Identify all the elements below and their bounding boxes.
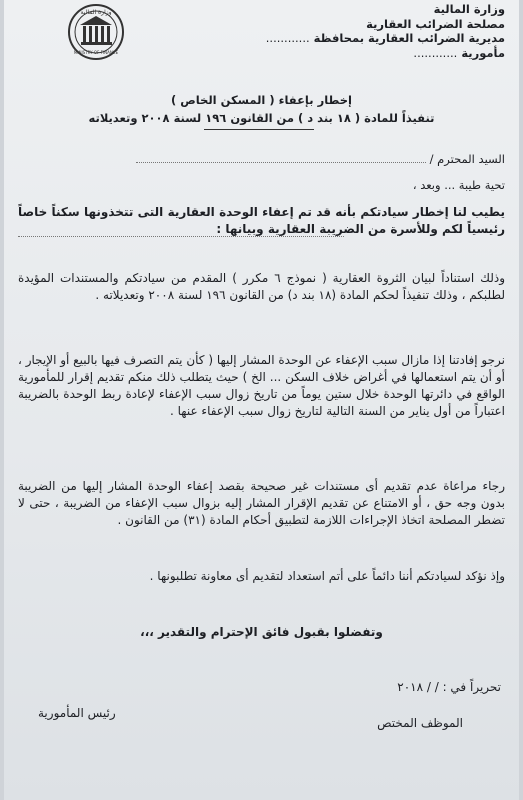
employee-signature-label: الموظف المختص: [377, 716, 463, 730]
ministry-of-finance-logo: [66, 2, 126, 72]
ministry-name: وزارة المالية: [433, 2, 505, 16]
logo-arabic-text: وزارة المالية: [80, 9, 112, 16]
paragraph-basis: وذلك استناداً لبيان الثروة العقارية ( نموذج ٦ مكرر ) المقدم من سيادتكم والمستندات المؤيدة لطلبكم ، وذلك تنفيذاً لحكم المادة (١٨ بند د) من القانون ١٩٦ لسنة ٢٠٠٨ وتعديلاته .: [18, 271, 505, 302]
paragraph-warning: رجاء مراعاة عدم تقديم أى مستندات غير صحيحة بقصد إعفاء الوحدة المشار إليها من الضريبة بدون وجه حق ، أو الامتناع عن تقديم الإقرار المشار إليه بزوال سبب الإعفاء من الضريبة ، حتى لا تضطر المصلحة اتخاذ الإجراءات اللازمة لتطبيق أحكام المادة (٣١) من القانون .: [18, 479, 505, 527]
letterhead: [266, 2, 505, 60]
document-page: [4, 0, 519, 800]
greeting: تحية طيبة ... وبعد ،: [412, 178, 505, 192]
notice-subtitle: تنفيذاً للمادة ( ١٨ بند د ) من القانون ١٩٦ لسنة ٢٠٠٨ وتعديلاته: [88, 111, 435, 125]
paragraph-assurance: وإذ نؤكد لسيادتكم أننا دائماً على أتم استعداد لتقديم أى معاونة تطلبونها .: [149, 569, 505, 583]
title-underline: [204, 129, 314, 130]
date-line: تحريراً في : / / ٢٠١٨: [397, 680, 501, 694]
paragraph-notify-change: نرجو إفادتنا إذا مازال سبب الإعفاء عن الوحدة المشار إليها ( كأن يتم التصرف فيها بالبيع أو الإيجار ، أو أن يتم استعمالها في أغراض خلاف السكن ... الخ ) حيث يتطلب ذلك منكم تقديم إقرار للمأمورية الواقع في دائرتها الوحدة خلال ستين يوماً من تاريخ زوال سبب الإعفاء لإعادة ربط الوحدة بالضريبة اعتباراً من أول يناير من السنة التالية لتاريخ زوال سبب الإعفاء عنها .: [18, 353, 505, 418]
authority-name: مصلحة الضرائب العقارية: [366, 16, 505, 31]
directorate-line: مديرية الضرائب العقارية بمحافظة ............: [265, 31, 505, 45]
office-head-signature-label: رئيس المأمورية: [38, 706, 116, 720]
exemption-details-line: [18, 236, 344, 237]
office-line: مأمورية ............: [413, 45, 505, 60]
notice-title: إخطار بإعفاء ( المسكن الخاص ): [171, 93, 352, 107]
addressee-line: السيد المحترم /: [18, 152, 505, 166]
closing-remark: وتفضلوا بقبول فائق الإحترام والتقدير ،،،: [140, 625, 383, 639]
paragraph-exemption: يطيب لنا إخطار سيادتكم بأنه قد تم إعفاء الوحدة العقارية التى تتخذونها سكناً خاصاً رئيسياً لكم وللأسرة من الضريبة العقارية وبيانها :: [18, 205, 505, 236]
logo-english-text: MINISTRY OF FINANCE: [73, 50, 119, 55]
